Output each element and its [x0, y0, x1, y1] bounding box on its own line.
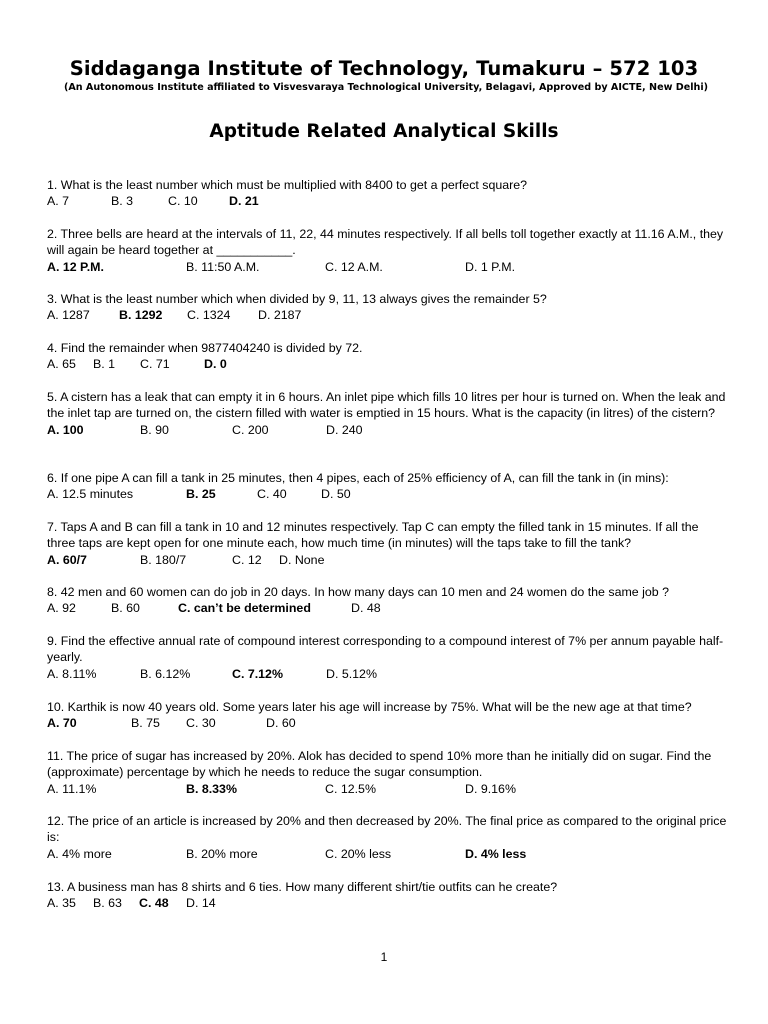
question-text: 2. Three bells are heard at the intervals of 11, 22, 44 minutes respectively. If all bells toll together exactly at 11.16 A.M., they will again be heard together at ___________.	[47, 227, 724, 258]
answer-options	[47, 422, 727, 438]
correct-answer-option: A. 12 P.M.	[47, 259, 104, 274]
correct-answer-option: C. 48	[139, 896, 169, 911]
correct-answer-option: D. 0	[204, 357, 227, 372]
answer-options	[47, 895, 727, 911]
answer-option: C. 10	[168, 194, 198, 209]
question-8	[47, 584, 727, 617]
question-text: 10. Karthik is now 40 years old. Some years later his age will increase by 75%. What will be the new age at that time?	[47, 700, 692, 714]
correct-answer-option: A. 60/7	[47, 552, 87, 567]
question-1	[47, 177, 727, 210]
question-text: 8. 42 men and 60 women can do job in 20 days. In how many days can 10 men and 24 women do the same job ?	[47, 585, 669, 599]
answer-option: A. 1287	[47, 308, 90, 323]
question-5	[47, 389, 727, 438]
answer-option: C. 12	[232, 552, 262, 567]
question-9	[47, 633, 727, 682]
answer-options	[47, 356, 727, 372]
answer-option: C. 20% less	[325, 846, 392, 861]
answer-option: D. 1 P.M.	[465, 259, 516, 274]
answer-option: C. 40	[257, 487, 287, 502]
answer-option: D. 50	[321, 487, 351, 502]
answer-options	[47, 552, 727, 568]
answer-option: C. 1324	[187, 308, 231, 323]
correct-answer-option: B. 1292	[119, 308, 163, 323]
question-text: 7. Taps A and B can fill a tank in 10 and 12 minutes respectively. Tap C can empty the filled tank in 15 minutes. If all the three taps are kept open for one minute each, how much time (in minutes) will the taps take to fill the tank?	[47, 520, 699, 551]
answer-option: A. 12.5 minutes	[47, 487, 134, 502]
answer-option: D. 240	[326, 422, 363, 437]
answer-options	[47, 486, 727, 502]
answer-options	[47, 193, 727, 209]
answer-option: A. 65	[47, 357, 76, 372]
answer-options	[47, 307, 727, 323]
answer-options	[47, 666, 727, 682]
correct-answer-option: D. 4% less	[465, 846, 527, 861]
answer-options	[47, 600, 727, 616]
question-text: 9. Find the effective annual rate of compound interest corresponding to a compound interest of 7% per annum payable half-yearly.	[47, 634, 724, 665]
answer-option: B. 60	[111, 601, 140, 616]
correct-answer-option: C. can’t be determined	[178, 601, 311, 616]
answer-options	[47, 781, 727, 797]
question-text: 13. A business man has 8 shirts and 6 ties. How many different shirt/tie outfits can he create?	[47, 880, 558, 894]
answer-option: B. 20% more	[186, 846, 258, 861]
answer-option: C. 12.5%	[325, 781, 376, 796]
correct-answer-option: B. 25	[186, 487, 216, 502]
question-text: 5. A cistern has a leak that can empty it in 6 hours. An inlet pipe which fills 10 litres per hour is turned on. When the leak and the inlet tap are turned on, the cistern filled with water is emptied in 15 hours. What is the capacity (in litres) of the cistern?	[47, 390, 726, 421]
answer-option: B. 63	[93, 896, 122, 911]
answer-option: C. 200	[232, 422, 269, 437]
answer-option: B. 180/7	[140, 552, 187, 567]
correct-answer-option: A. 70	[47, 716, 77, 731]
answer-option: C. 30	[186, 716, 216, 731]
answer-option: B. 3	[111, 194, 134, 209]
answer-option: D. 9.16%	[465, 781, 516, 796]
answer-option: A. 92	[47, 601, 76, 616]
question-text: 12. The price of an article is increased by 20% and then decreased by 20%. The final price as compared to the original price is:	[47, 814, 727, 845]
answer-option: B. 1	[93, 357, 116, 372]
question-6	[47, 470, 727, 503]
answer-option: A. 7	[47, 194, 70, 209]
correct-answer-option: A. 100	[47, 422, 84, 437]
answer-option: B. 11:50 A.M.	[186, 259, 260, 274]
document-title: Aptitude Related Analytical Skills	[209, 121, 559, 142]
question-10	[47, 699, 727, 732]
answer-option: B. 6.12%	[140, 666, 191, 681]
institute-name: Siddaganga Institute of Technology, Tumakuru – 572 103	[69, 57, 699, 80]
institute-affiliation: (An Autonomous Institute affiliated to Visvesvaraya Technological University, Belagavi, Approved by AICTE, New Delhi)	[63, 82, 709, 93]
answer-options	[47, 715, 727, 731]
answer-option: C. 71	[140, 357, 170, 372]
question-11	[47, 748, 727, 797]
answer-option: D. 2187	[258, 308, 302, 323]
question-4	[47, 340, 727, 373]
correct-answer-option: B. 8.33%	[186, 781, 237, 796]
question-2	[47, 226, 727, 275]
answer-option: D. 14	[186, 896, 216, 911]
question-text: 1. What is the least number which must be multiplied with 8400 to get a perfect square?	[47, 178, 528, 192]
answer-option: C. 12 A.M.	[325, 259, 383, 274]
answer-option: B. 75	[131, 716, 160, 731]
correct-answer-option: D. 21	[229, 194, 259, 209]
question-text: 3. What is the least number which when divided by 9, 11, 13 always gives the remainder 5?	[47, 292, 547, 306]
answer-option: A. 8.11%	[47, 666, 97, 681]
answer-option: A. 4% more	[47, 846, 112, 861]
answer-option: D. 60	[266, 716, 296, 731]
answer-option: B. 90	[140, 422, 169, 437]
answer-option: A. 11.1%	[47, 781, 97, 796]
question-13	[47, 879, 727, 912]
page-number: 1	[380, 950, 388, 964]
answer-options	[47, 846, 727, 862]
answer-option: D. 5.12%	[326, 666, 377, 681]
question-12	[47, 813, 727, 862]
question-text: 11. The price of sugar has increased by 20%. Alok has decided to spend 10% more than he initially did on sugar. Find the (approximate) percentage by which he needs to reduce the sugar consumption.	[47, 749, 712, 780]
answer-option: D. 48	[351, 601, 381, 616]
correct-answer-option: C. 7.12%	[232, 666, 283, 681]
answer-option: A. 35	[47, 896, 76, 911]
question-text: 4. Find the remainder when 9877404240 is divided by 72.	[47, 341, 363, 355]
answer-options	[47, 259, 727, 275]
question-7	[47, 519, 727, 568]
answer-option: D. None	[279, 552, 325, 567]
question-3	[47, 291, 727, 324]
question-text: 6. If one pipe A can fill a tank in 25 minutes, then 4 pipes, each of 25% efficiency of A, can fill the tank in (in mins):	[47, 471, 669, 485]
